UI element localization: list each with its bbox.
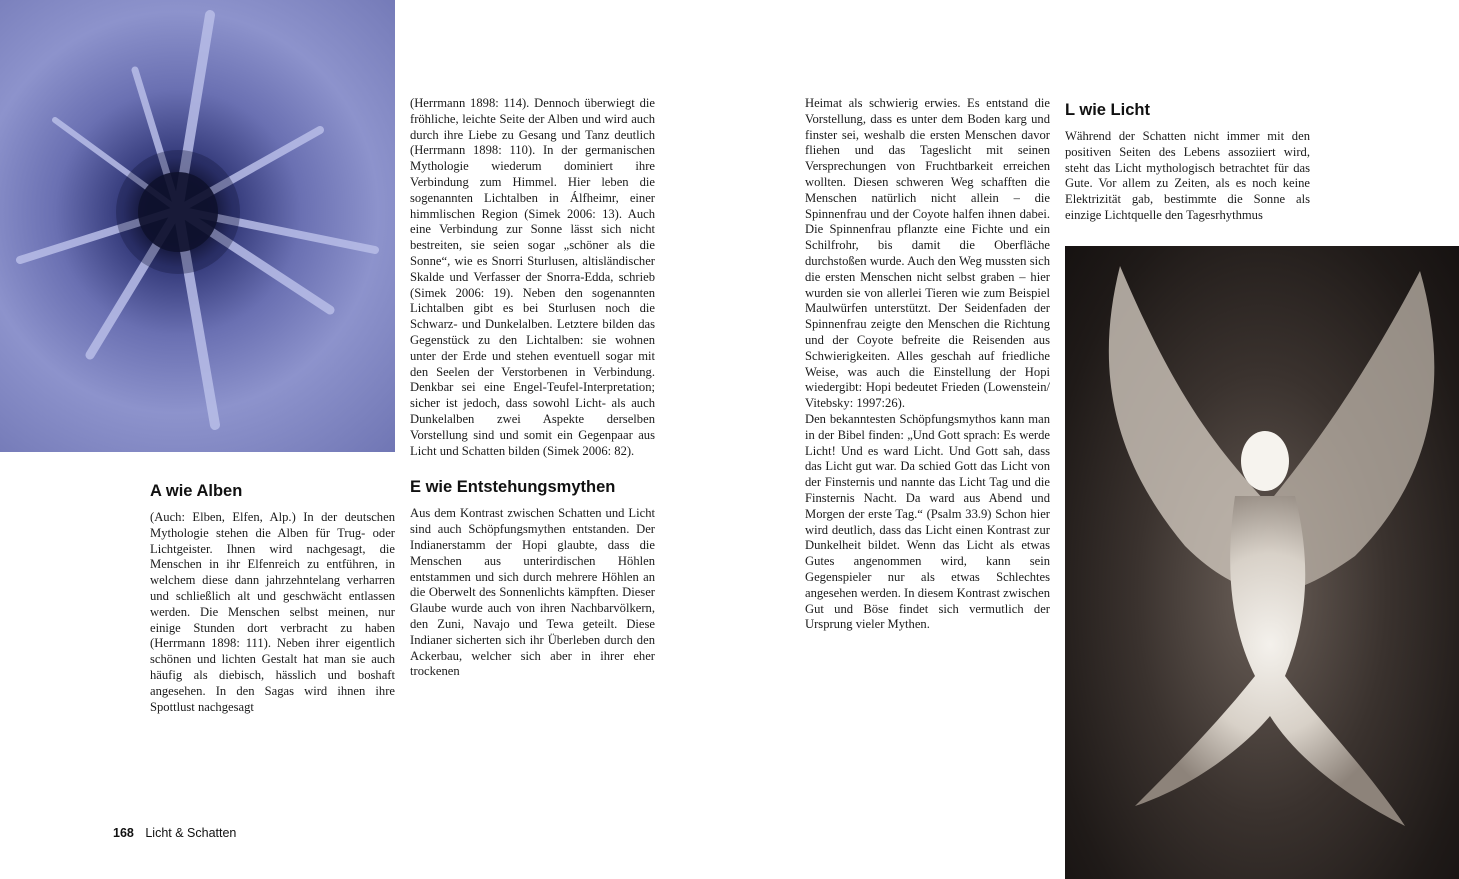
paragraph-hopi: Heimat als schwierig erwies. Es entstand die Vorstellung, dass es unter dem Boden karg und finster sei, weshalb die ersten Menschen davor fliehen und das Tageslicht mit seinen Versprechungen von Fruchtbarkeit erreichen wollten. Diesen schweren Weg schafften die Menschen natürlich nicht allein – die Spinnenfrau und der Coyote halfen ihnen dabei. Die Spinnenfrau pflanzte eine Fichte und ein Schilfrohr, bis damit die Oberfläche durchstoßen wurde. Auch den Weg mussten sich die ersten Menschen nicht selbst graben – hier wurden sie von allerlei Tieren wie zum Beispiel Maulwürfen unterstützt. Der Seidenfaden der Spinnenfrau zeigte den Menschen die Richtung und der Coyote befreite die Reisenden aus Schwierigkeiten. Alles geschah auf friedliche Weise, was auch die Einstellung der Hopi wiedergibt: Hopi bedeutet Frieden (Lowenstein/ Vitebsky: 1997:26). <box>805 96 1050 411</box>
column-schoepfungsmythen <box>805 96 1050 633</box>
angel-painting-image <box>1065 246 1459 879</box>
column-alben <box>150 481 395 715</box>
paragraph-licht: Während der Schatten nicht immer mit den positiven Seiten des Lebens assoziiert wird, steht das Licht mythologisch betrachtet für das Gute. Vor allem zu Zeiten, als es noch keine Elektrizität gab, bestimmte die Sonne als einzige Lichtquelle den Tagesrhythmus <box>1065 129 1310 222</box>
page-footer <box>113 826 236 840</box>
page-number: 168 <box>113 826 134 840</box>
paragraph-bibel: Den bekanntesten Schöpfungsmythos kann man in der Bibel finden: „Und Gott sprach: Es werde Licht! Und es ward Licht. Und Gott sah, dass das Licht gut war. Da schied Gott das Licht von der Finsternis und nannte das Licht Tag und die Finsternis Nacht. Da ward aus Abend und Morgen der erste Tag.“ (Psalm 33.9) Schon hier wird deutlich, dass das Licht einen Kontrast zur Dunkelheit bildet. Wenn das Licht als etwas Gutes angenommen wird, kann sein Gegenspieler nur als etwas Schlechtes angesehen werden. In diesem Kontrast zwischen Gut und Böse findet sich vermutlich der Ursprung vieler Mythen. <box>805 411 1050 632</box>
blue-star-image <box>0 0 395 452</box>
paragraph-alben-continued: (Herrmann 1898: 114). Dennoch überwiegt die fröhliche, leichte Seite der Alben und wird auch durch ihre Liebe zu Gesang und Tanz deutlich (Herrmann 1898: 110). In der germanischen Mythologie wiederum dominiert ihre Verbindung zum Himmel. Hier leben die sogenannten Lichtalben in Álfheimr, einer himmlischen Region (Simek 2006: 13). Auch eine Verbindung zur Sonne lässt sich nicht bestreiten, sie seien sogar „schöner als die Sonne“, wie es Snorri Sturlusen, altisländischer Skalde und Verfasser der Snorra-Edda, schrieb (Simek 2006: 19). Neben den sogenannten Lichtalben gibt es bei Sturlusen noch die Schwarz- und Dunkelalben. Letztere bilden das Gegenstück zu den Lichtalben: sie wohnen unter der Erde und stehen eventuell sogar mit den Seelen der Verstorbenen in Verbindung. Denkbar sei eine Engel-Teufel-Interpretation; sicher ist jedoch, dass sowohl Licht- als auch Dunkelalben zwei Aspekte derselben Vorstellung sind und somit ein Gegenpaar aus Licht und Schatten bilden (Simek 2006: 82). <box>410 96 655 458</box>
running-title: Licht & Schatten <box>145 826 237 840</box>
heading-licht: L wie Licht <box>1065 101 1150 119</box>
column-licht <box>1065 100 1310 224</box>
column-entstehungsmythen <box>410 96 655 680</box>
paragraph-alben: (Auch: Elben, Elfen, Alp.) In der deutschen Mythologie stehen die Alben für Trug- oder Lichtgeister. Ihnen wird nachgesagt, die Menschen in ihr Elfenreich zu entführen, in welchem diese dann jahrzehntelang verharren und schließlich alt und geschwächt entlassen werden. Die Menschen selbst meinen, nur einige Stunden dort verbracht zu haben (Herrmann 1898: 111). Neben ihrer eigentlich schönen und lichten Gestalt hat man sie auch häufig als diebisch, hässlich und boshaft angesehen. In den Sagas wird ihnen ihre Spottlust nachgesagt <box>150 510 395 714</box>
heading-alben: A wie Alben <box>150 482 243 500</box>
paragraph-entstehungsmythen: Aus dem Kontrast zwischen Schatten und Licht sind auch Schöpfungsmythen entstanden. Der Indianerstamm der Hopi glaubte, dass die Menschen aus unterirdischen Höhlen entstammen und sich durch mehrere Höhlen an die Oberwelt des Sonnenlichts kämpften. Dieser Glaube wurde auch von ihren Nachbarvölkern, den Zuni, Navajo und Tewa geteilt. Diese Indianer sicherten sich ihr Überleben durch den Ackerbau, welcher sich aber in ihrer eher trockenen <box>410 506 655 679</box>
heading-entstehungsmythen: E wie Entstehungsmythen <box>410 478 616 497</box>
